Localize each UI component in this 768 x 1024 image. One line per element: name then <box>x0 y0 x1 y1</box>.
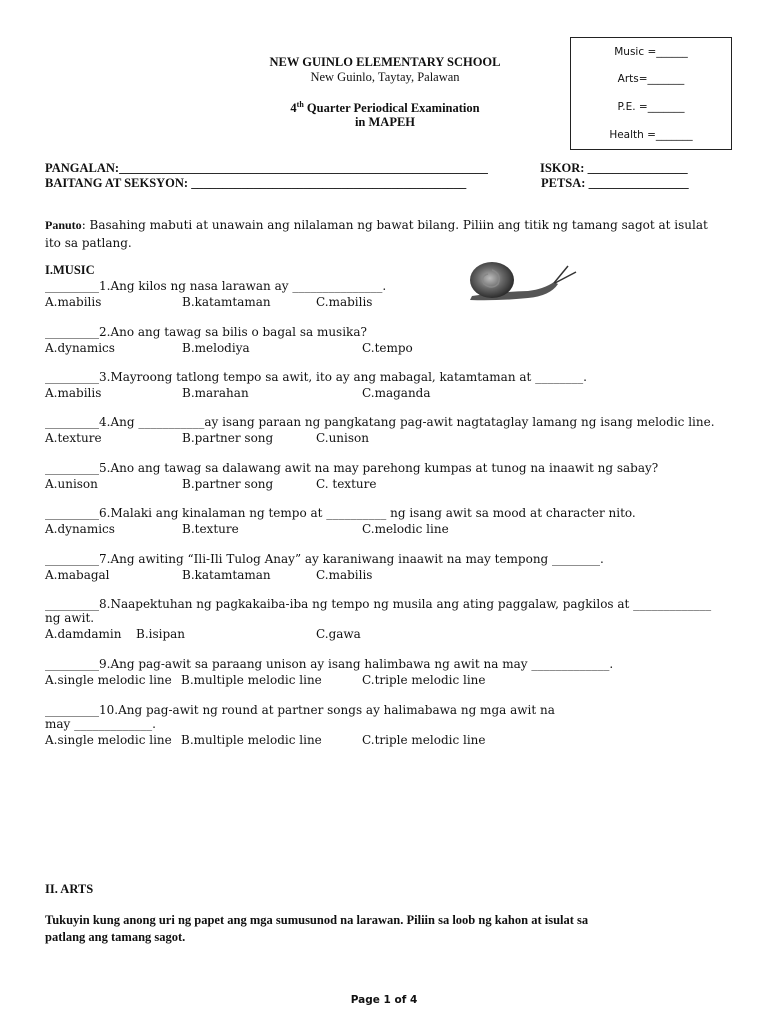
question-5-option-b: B.partner song <box>182 477 274 491</box>
score-health: Health =_______ <box>609 129 693 141</box>
question-1-option-a: A.mabilis <box>45 295 102 309</box>
iskor-field[interactable]: ISKOR: ________________ <box>540 161 688 175</box>
question-2-option-b: B.melodiya <box>182 341 250 355</box>
baitang-field[interactable]: BAITANG AT SEKSYON: ____________________________________________ <box>45 176 467 190</box>
question-8-cont: ng awit. <box>45 611 95 625</box>
petsa-field[interactable]: PETSA: ________________ <box>541 176 689 190</box>
question-7-option-b: B.katamtaman <box>182 568 271 582</box>
question-6-option-a: A.dynamics <box>45 522 115 536</box>
arts-instruction-line1: Tukuyin kung anong uri ng papet ang mga sumusunod na larawan. Piliin sa loob ng kahon at isulat sa <box>45 913 589 927</box>
question-1-option-c: C.mabilis <box>316 295 373 309</box>
question-7-option-a: A.mabagal <box>45 568 110 582</box>
question-2-option-a: A.dynamics <box>45 341 115 355</box>
question-10-option-c: C.triple melodic line <box>362 733 486 747</box>
instructions-line2: ito sa patlang. <box>45 236 132 250</box>
question-8-option-b: B.isipan <box>136 627 186 641</box>
question-6-option-b: B.texture <box>182 522 239 536</box>
question-7[interactable]: _________7.Ang awiting “Ili-Ili Tulog Anay” ay karaniwang inaawit na may tempong ________. <box>45 552 604 566</box>
question-10-option-a: A.single melodic line <box>45 733 172 747</box>
question-6-option-c: C.melodic line <box>362 522 449 536</box>
score-music: Music =______ <box>614 46 688 58</box>
exam-title: 4th Quarter Periodical Examination <box>290 100 480 116</box>
score-arts: Arts=_______ <box>617 73 685 85</box>
school-name: NEW GUINLO ELEMENTARY SCHOOL <box>269 55 501 69</box>
question-10-cont: may _____________. <box>45 717 156 731</box>
page-number: Page 1 of 4 <box>350 994 418 1006</box>
question-4-option-b: B.partner song <box>182 431 274 445</box>
question-8[interactable]: _________8.Naapektuhan ng pagkakaiba-iba ng tempo ng musila ang ating paggalaw, pagkilos at _____________ <box>45 597 712 611</box>
question-10-option-b: B.multiple melodic line <box>181 733 322 747</box>
snail-image <box>458 256 580 304</box>
question-1[interactable]: _________1.Ang kilos ng nasa larawan ay _______________. <box>45 279 387 293</box>
question-7-option-c: C.mabilis <box>316 568 373 582</box>
question-4-option-a: A.texture <box>45 431 102 445</box>
question-9[interactable]: _________9.Ang pag-awit sa paraang unison ay isang halimbawa ng awit na may _____________. <box>45 657 614 671</box>
arts-instruction-line2: patlang ang tamang sagot. <box>45 930 186 944</box>
score-box <box>570 37 732 150</box>
question-2-option-c: C.tempo <box>362 341 413 355</box>
question-3[interactable]: _________3.Mayroong tatlong tempo sa awit, ito ay ang mabagal, katamtaman at ________. <box>45 370 587 384</box>
question-5[interactable]: _________5.Ano ang tawag sa dalawang awit na may parehong kumpas at tunog na inaawit ng sabay? <box>45 461 659 475</box>
exam-subject: in MAPEH <box>354 115 416 129</box>
question-6[interactable]: _________6.Malaki ang kinalaman ng tempo at __________ ng isang awit sa mood at character nito. <box>45 506 636 520</box>
question-3-option-b: B.marahan <box>182 386 249 400</box>
section-music-heading: I.MUSIC <box>45 263 95 277</box>
question-8-option-c: C.gawa <box>316 627 361 641</box>
question-4-option-c: C.unison <box>316 431 369 445</box>
question-9-option-b: B.multiple melodic line <box>181 673 322 687</box>
question-3-option-a: A.mabilis <box>45 386 102 400</box>
question-2[interactable]: _________2.Ano ang tawag sa bilis o bagal sa musika? <box>45 325 367 339</box>
score-pe: P.E. =_______ <box>617 101 685 113</box>
question-9-option-a: A.single melodic line <box>45 673 172 687</box>
section-arts-heading: II. ARTS <box>45 882 94 896</box>
pangalan-field[interactable]: PANGALAN:___________________________________________________________ <box>45 161 488 175</box>
question-10[interactable]: _________10.Ang pag-awit ng round at partner songs ay halimabawa ng mga awit na <box>45 703 555 717</box>
question-5-option-a: A.unison <box>45 477 98 491</box>
question-1-option-b: B.katamtaman <box>182 295 271 309</box>
school-address: New Guinlo, Taytay, Palawan <box>310 70 460 84</box>
question-3-option-c: C.maganda <box>362 386 431 400</box>
question-4[interactable]: _________4.Ang ___________ay isang paraan ng pangkatang pag-awit nagtataglay lamang ng isang melodic line. <box>45 415 715 429</box>
question-5-option-c: C. texture <box>316 477 377 491</box>
question-8-option-a: A.damdamin <box>45 627 122 641</box>
question-9-option-c: C.triple melodic line <box>362 673 486 687</box>
instructions: Panuto: Basahing mabuti at unawain ang nilalaman ng bawat bilang. Piliin ang titik ng tamang sagot at isulat <box>45 218 708 232</box>
